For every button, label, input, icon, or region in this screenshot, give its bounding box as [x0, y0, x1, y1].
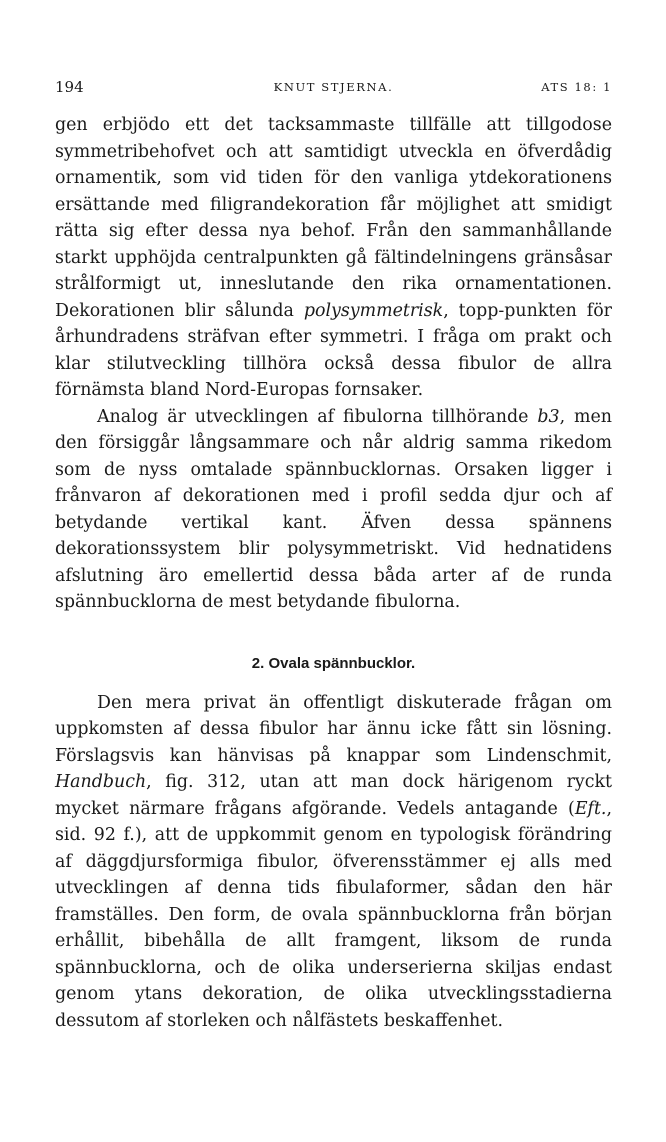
emphasis-eft: Eft.	[574, 798, 607, 819]
paragraph-3: Den mera privat än offentligt diskuterade frågan om uppkomsten af dessa fibulor har ännu icke fått sin lösning. Förslagsvis kan hänvisas på knappar som Lindenschmit, Handbuch, fig. 312, utan att man dock härigenom ryckt mycket närmare frågans afgörande. Vedels antagande (Eft., sid. 92 f.), att de uppkommit genom en typologisk förändring af däggdjursformiga fibulor, öfverensstämmer ej alls med utvecklingen af denna tids fibulaformer, sådan den här framställes. Den form, de ovala spännbucklorna från början erhållit, bibehålla de allt framgent, liksom de runda spännbucklorna, och de olika underserierna skiljas endast genom ytans dekoration, de olika utvecklingsstadierna dessutom af storleken och nålfästets beskaffenhet.	[55, 692, 612, 1031]
page-body	[55, 112, 612, 1034]
paragraph-2: Analog är utvecklingen af fibulorna tillhörande b3, men den försiggår långsammare och når aldrig samma rikedom som de nyss omtalade spännbucklornas. Orsaken ligger i frånvaron af dekorationen med i profil sedda djur och af betydande vertikal kant. Äfven dessa spännens dekorationssystem blir polysymmetriskt. Vid hednatidens afslutning äro emellertid dessa båda arter af de runda spännbucklorna de mest betydande fibulorna.	[55, 406, 612, 612]
running-title: KNUT STJERNA.	[273, 80, 394, 94]
page-number: 194	[55, 78, 84, 96]
emphasis-polysymmetrisk: polysymmetrisk	[303, 300, 444, 321]
emphasis-b3: b3	[537, 406, 560, 427]
signature-mark: ATS 18: 1	[541, 80, 612, 94]
section-heading: 2. Ovala spännbucklor.	[251, 654, 416, 672]
running-header	[55, 78, 612, 100]
paragraph-1: gen erbjödo ett det tacksammaste tillfälle att tillgodose symmetribehofvet och att samtidigt utveckla en öfverdådig ornamentik, som vid tiden för den vanliga ytdekorationens ersättande med filigrandekoration får möjlighet att smidigt rätta sig efter dessa nya behof. Från den sammanhållande starkt upphöjda centralpunkten gå fältindelningens gränsåsar strålformigt ut, inneslutande den rika ornamentationen. Dekorationen blir sålunda polysymmetrisk, topp-punkten för århundradens sträfvan efter symmetri. I fråga om prakt och klar stilutveckling tillhöra också dessa fibulor de allra förnämsta bland Nord-Europas fornsaker.	[55, 115, 612, 400]
emphasis-handbuch: Handbuch	[55, 772, 147, 792]
